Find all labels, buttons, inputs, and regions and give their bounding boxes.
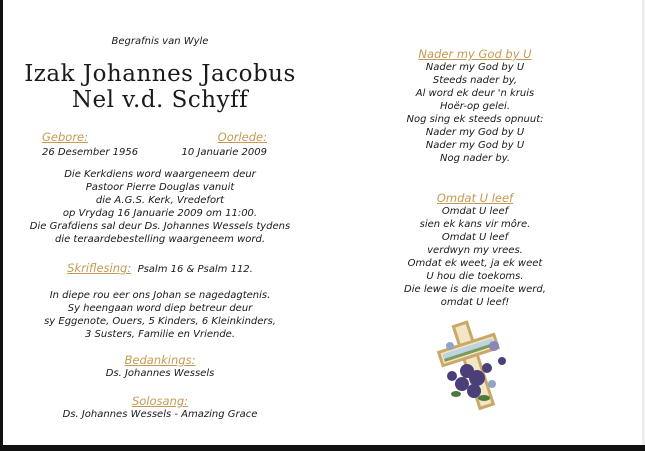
mourning-line: In diepe rou eer ons Johan se nagedagtenis. — [49, 290, 271, 301]
thanks-block — [20, 354, 300, 380]
born-label: Gebore: — [42, 130, 88, 144]
service-line: die teraardebestelling waargeneem word. — [54, 234, 266, 245]
solo-text: Ds. Johannes Wessels - Amazing Grace — [62, 409, 258, 420]
died-date: 10 Januarie 2009 — [181, 147, 267, 158]
hymn-line: Die lewe is die moeite werd, — [404, 284, 546, 295]
born-block — [42, 130, 138, 160]
service-details — [20, 168, 300, 246]
hymn-line: Omdat U leef — [441, 232, 509, 243]
hymn-line: Al word ek deur 'n kruis — [415, 88, 535, 99]
scan-edge-bottom — [0, 445, 645, 451]
mourning-line: 3 Susters, Familie en Vriende. — [84, 329, 236, 340]
hymn-line: Nog sing ek steeds opnuut: — [406, 114, 544, 125]
service-line: op Vrydag 16 Januarie 2009 om 11:00. — [62, 208, 258, 219]
hymn-line: Omdat U leef — [441, 206, 509, 217]
solo-label: Solosang: — [131, 394, 189, 408]
thanks-label: Bedankings: — [124, 353, 196, 367]
born-date: 26 Desember 1956 — [42, 147, 139, 158]
hymn-line: sien ek kans vir môre. — [419, 219, 531, 230]
scripture-reading — [20, 262, 300, 276]
mourning-text — [20, 289, 300, 341]
hymn-title: Omdat U leef — [436, 191, 514, 205]
reading-text: Psalm 16 & Psalm 112. — [137, 264, 253, 275]
scan-edge-left — [0, 0, 3, 451]
died-label: Oorlede: — [217, 130, 267, 144]
hymn-line: Hoër-op gelei. — [440, 101, 510, 112]
mourning-line: Sy heengaan word diep betreur deur — [67, 303, 253, 314]
hymn-line: verdwyn my vrees. — [427, 245, 523, 256]
hymn-line: Nader my God by U — [425, 62, 525, 73]
hymn-nader — [390, 48, 560, 165]
died-block — [182, 130, 267, 160]
service-line: Pastoor Pierre Douglas vanuit — [85, 182, 235, 193]
mourning-line: sy Eggenote, Ouers, 5 Kinders, 6 Kleinkinders, — [44, 316, 276, 327]
hymn-line: Steeds nader by, — [432, 75, 518, 86]
reading-label: Skriflesing: — [67, 261, 132, 275]
intro-text: Begrafnis van Wyle — [111, 36, 209, 47]
hymn-line: omdat U leef! — [440, 297, 510, 308]
thanks-text: Ds. Johannes Wessels — [105, 368, 215, 379]
hymn-line: Nader my God by U — [425, 140, 525, 151]
deceased-name-line1: Izak Johannes Jacobus — [24, 61, 296, 87]
hymn-omdat — [390, 192, 560, 309]
service-line: die A.G.S. Kerk, Vredefort — [95, 195, 225, 206]
hymn-title: Nader my God by U — [418, 47, 532, 61]
hymn-line: U hou die toekoms. — [426, 271, 524, 282]
service-line: Die Kerkdiens word waargeneem deur — [64, 169, 256, 180]
solo-block — [20, 395, 300, 421]
deceased-name-line2: Nel v.d. Schyff — [71, 87, 249, 113]
hymn-line: Omdat ek weet, ja ek weet — [407, 258, 543, 269]
hymn-line: Nader my God by U — [425, 127, 525, 138]
cross-with-violets-image — [432, 316, 517, 411]
hymn-line: Nog nader by. — [439, 153, 511, 164]
service-line: Die Grafdiens sal deur Ds. Johannes Wessels tydens — [29, 221, 291, 232]
